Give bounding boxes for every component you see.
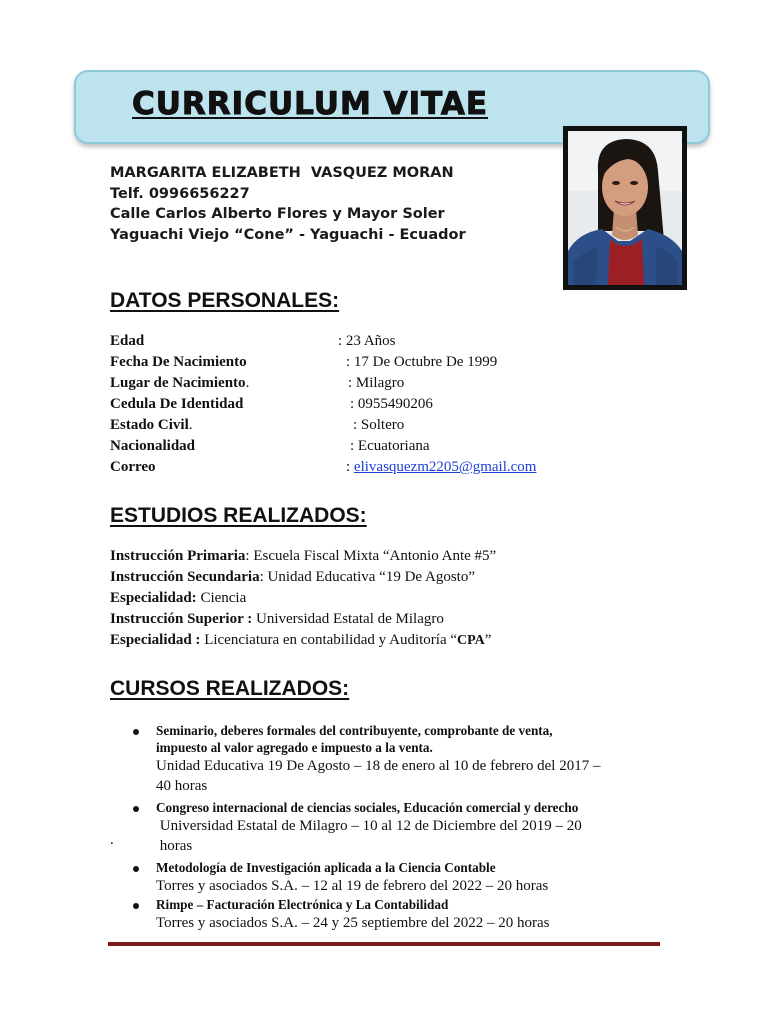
civil-status-label: Estado Civil	[110, 417, 189, 433]
address-line-2: Yaguachi Viejo “Cone” - Yaguachi - Ecuador	[110, 226, 466, 243]
courses-heading: CURSOS REALIZADOS:	[110, 677, 350, 700]
course-title: Congreso internacional de ciencias sociales, Educación comercial y derecho	[156, 800, 579, 815]
course-detail-cont: horas	[156, 838, 193, 854]
study-row-higher	[110, 609, 496, 630]
study-value: Universidad Estatal de Milagro	[255, 611, 444, 627]
birthdate-label: Fecha De Nacimiento	[110, 354, 247, 370]
study-row-primary	[110, 546, 496, 567]
course-item	[130, 799, 600, 856]
courses-list	[130, 722, 600, 933]
email-value-group	[346, 457, 536, 478]
profile-photo-frame	[563, 126, 687, 290]
age-value: : 23 Años	[338, 333, 396, 349]
personal-data-heading: DATOS PERSONALES:	[110, 289, 340, 312]
id-label: Cedula De Identidad	[110, 396, 244, 412]
study-value: Ciencia	[200, 590, 247, 606]
contact-block	[110, 163, 466, 245]
birthplace-label-suffix: .	[245, 375, 250, 391]
address-line-1: Calle Carlos Alberto Flores y Mayor Soler	[110, 206, 445, 222]
birthdate-value: : 17 De Octubre De 1999	[346, 354, 498, 370]
study-value: Licenciatura en contabilidad y Auditoría “	[204, 632, 458, 648]
course-detail: Torres y asociados S.A. – 12 al 19 de febrero del 2022 – 20 horas	[156, 878, 549, 894]
email-link[interactable]: elivasquezm2205@gmail.com	[353, 459, 537, 475]
study-label: Especialidad:	[110, 590, 197, 606]
age-label: Edad	[110, 333, 145, 349]
email-label: Correo	[110, 459, 156, 475]
study-row-higher-specialty	[110, 630, 496, 651]
birthplace-label: Lugar de Nacimiento	[110, 375, 246, 391]
stray-mark: .	[110, 832, 114, 848]
study-row-specialty	[110, 588, 496, 609]
course-item	[130, 896, 600, 933]
study-label: Instrucción Superior :	[110, 611, 253, 627]
phone: Telf. 0996656227	[110, 185, 250, 202]
civil-status-value: : Soltero	[353, 417, 405, 433]
footer-divider	[108, 942, 660, 946]
course-detail-cont: 40 horas	[156, 778, 208, 794]
study-label: Instrucción Primaria	[110, 548, 246, 564]
course-detail: Torres y asociados S.A. – 24 y 25 septiembre del 2022 – 20 horas	[156, 915, 550, 931]
study-label: Especialidad :	[110, 632, 201, 648]
page-title: CURRICULUM VITAE	[132, 86, 489, 122]
study-value: Unidad Educativa “19 De Agosto”	[267, 569, 475, 585]
full-name: MARGARITA ELIZABETH VASQUEZ MORAN	[110, 165, 454, 181]
course-item	[130, 722, 600, 796]
birthplace-label-group	[110, 373, 249, 394]
course-item	[130, 859, 600, 896]
study-row-secondary	[110, 567, 496, 588]
bullet-icon	[133, 806, 139, 812]
bullet-icon	[133, 866, 139, 872]
id-value: : 0955490206	[350, 396, 433, 412]
course-title-cont: impuesto al valor agregado e impuesto a la venta.	[156, 740, 433, 755]
course-title: Metodología de Investigación aplicada a la Ciencia Contable	[156, 860, 496, 875]
course-title: Rimpe – Facturación Electrónica y La Contabilidad	[156, 897, 449, 912]
birthplace-value: : Milagro	[348, 375, 405, 391]
study-value: Escuela Fiscal Mixta “Antonio Ante #5”	[253, 548, 497, 564]
study-value-end: ”	[484, 632, 492, 648]
course-detail: Unidad Educativa 19 De Agosto – 18 de enero al 10 de febrero del 2017 –	[156, 758, 601, 774]
civil-status-label-group	[110, 415, 193, 436]
profile-photo	[568, 131, 682, 285]
email-prefix: :	[346, 459, 354, 475]
civil-status-label-suffix: .	[188, 417, 193, 433]
study-label: Instrucción Secundaria	[110, 569, 260, 585]
nationality-value: : Ecuatoriana	[350, 438, 430, 454]
studies-list	[110, 546, 496, 651]
studies-heading: ESTUDIOS REALIZADOS:	[110, 504, 367, 527]
study-sep: :	[245, 548, 254, 564]
bullet-icon	[133, 729, 139, 735]
study-sep: :	[259, 569, 268, 585]
study-value-cpa: CPA	[457, 633, 485, 648]
course-title: Seminario, deberes formales del contribuyente, comprobante de venta,	[156, 723, 553, 738]
course-detail: Universidad Estatal de Milagro – 10 al 12 de Diciembre del 2019 – 20	[156, 818, 582, 834]
bullet-icon	[133, 903, 139, 909]
nationality-label: Nacionalidad	[110, 438, 196, 454]
